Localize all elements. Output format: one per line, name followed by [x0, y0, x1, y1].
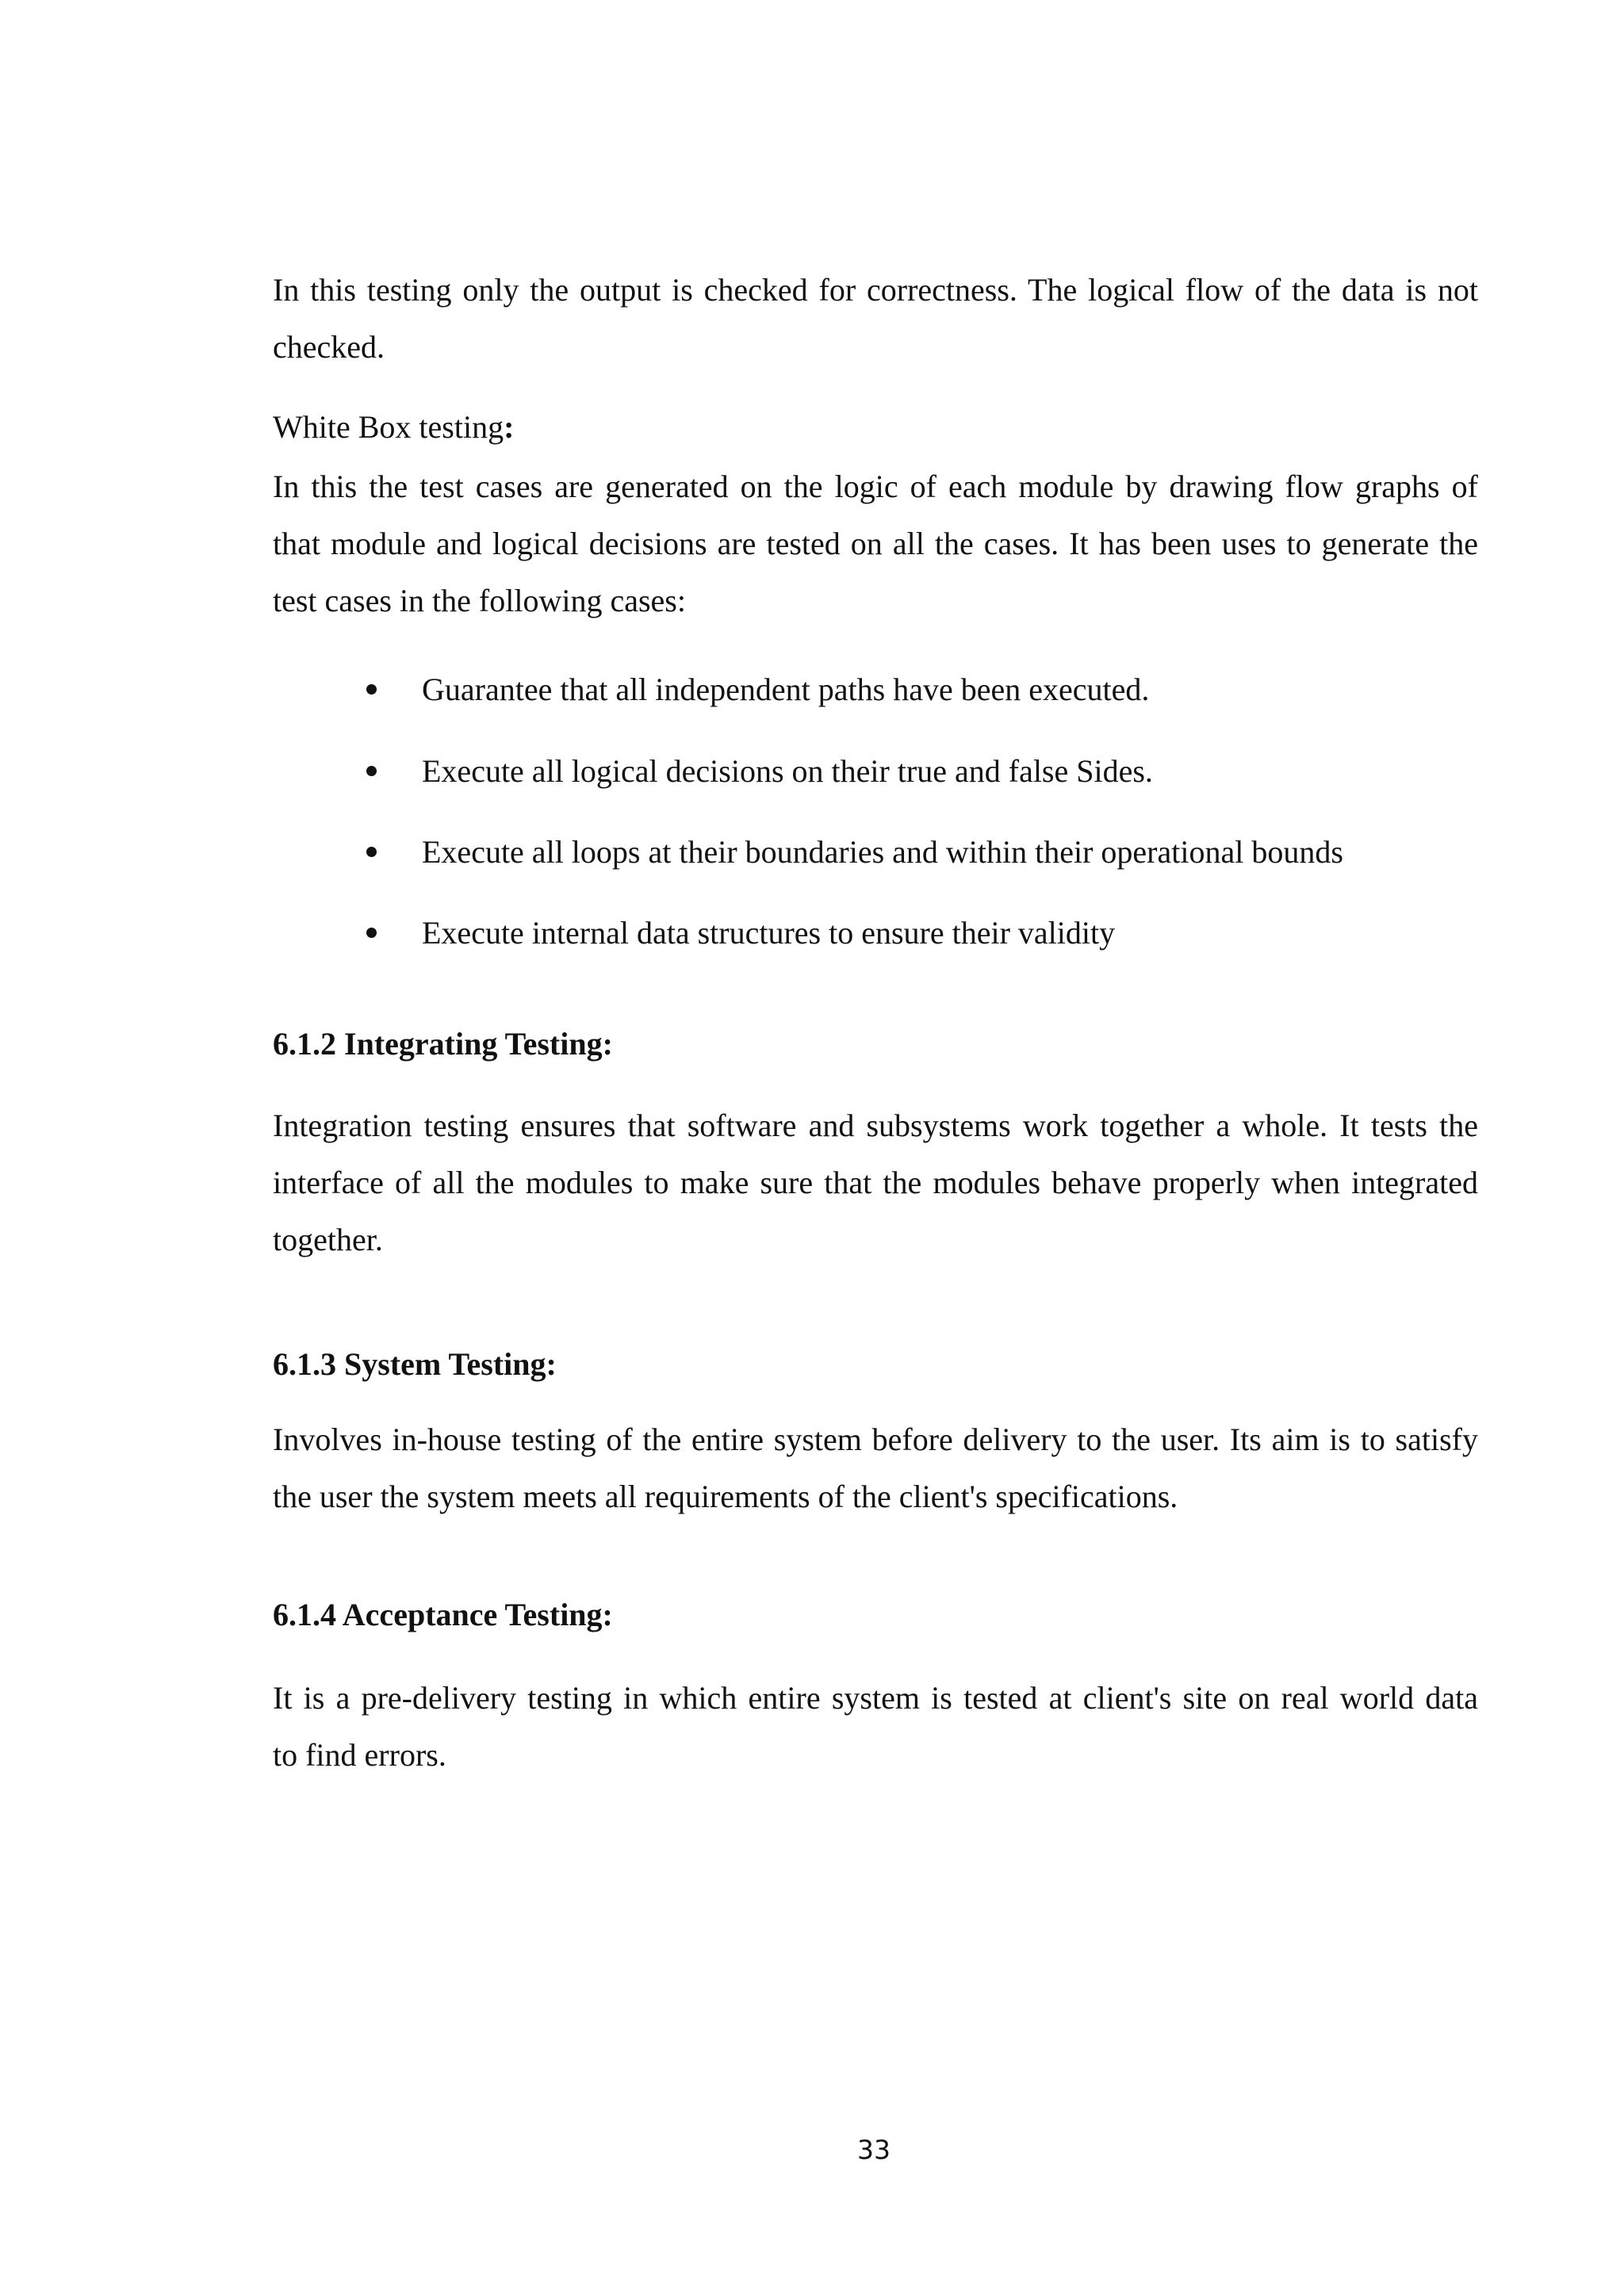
bullet-icon: [366, 847, 377, 857]
whitebox-heading-text: White Box testing: [273, 409, 504, 445]
section-heading-integrating: 6.1.2 Integrating Testing:: [273, 1026, 613, 1062]
bullet-icon: [366, 766, 377, 776]
page-number: 33: [857, 2134, 891, 2165]
list-item-text: Execute all logical decisions on their true and false Sides.: [422, 753, 1153, 789]
paragraph-line: It is a pre-delivery testing in which entire system is tested at client's site on real world data: [273, 1680, 1478, 1716]
bullet-icon: [366, 684, 377, 695]
paragraph-line: that module and logical decisions are tested on all the cases. It has been uses to generate the: [273, 526, 1478, 561]
paragraph-line: Involves in-house testing of the entire system before delivery to the user. Its aim is to satisfy: [273, 1422, 1478, 1457]
list-item-text: Guarantee that all independent paths have been executed.: [422, 672, 1150, 707]
paragraph-line: In this the test cases are generated on the logic of each module by drawing flow graphs of: [273, 469, 1478, 504]
whitebox-paragraph: [273, 458, 1478, 629]
list-item-text: Execute internal data structures to ensure their validity: [422, 915, 1116, 951]
paragraph-line: In this testing only the output is checked for correctness. The logical flow of the data is not: [273, 272, 1478, 308]
paragraph-line: checked.: [273, 329, 385, 365]
paragraph-line: interface of all the modules to make sure that the modules behave properly when integrated: [273, 1165, 1478, 1200]
integrating-paragraph: [273, 1097, 1478, 1269]
system-paragraph: [273, 1411, 1478, 1525]
paragraph-line: to find errors.: [273, 1737, 446, 1773]
section-heading-system: 6.1.3 System Testing:: [273, 1346, 557, 1382]
paragraph-line: test cases in the following cases:: [273, 583, 686, 618]
acceptance-paragraph: [273, 1670, 1478, 1784]
bullet-icon: [366, 928, 377, 938]
whitebox-heading-colon: :: [504, 409, 515, 445]
whitebox-heading: [273, 408, 514, 447]
paragraph-line: Integration testing ensures that software and subsystems work together a whole. It tests the: [273, 1108, 1478, 1143]
list-item-text: Execute all loops at their boundaries and within their operational bounds: [422, 834, 1343, 870]
paragraph-line: together.: [273, 1222, 383, 1257]
blackbox-paragraph: [273, 262, 1478, 376]
paragraph-line: the user the system meets all requirements of the client's specifications.: [273, 1479, 1178, 1514]
section-heading-acceptance: 6.1.4 Acceptance Testing:: [273, 1597, 613, 1632]
